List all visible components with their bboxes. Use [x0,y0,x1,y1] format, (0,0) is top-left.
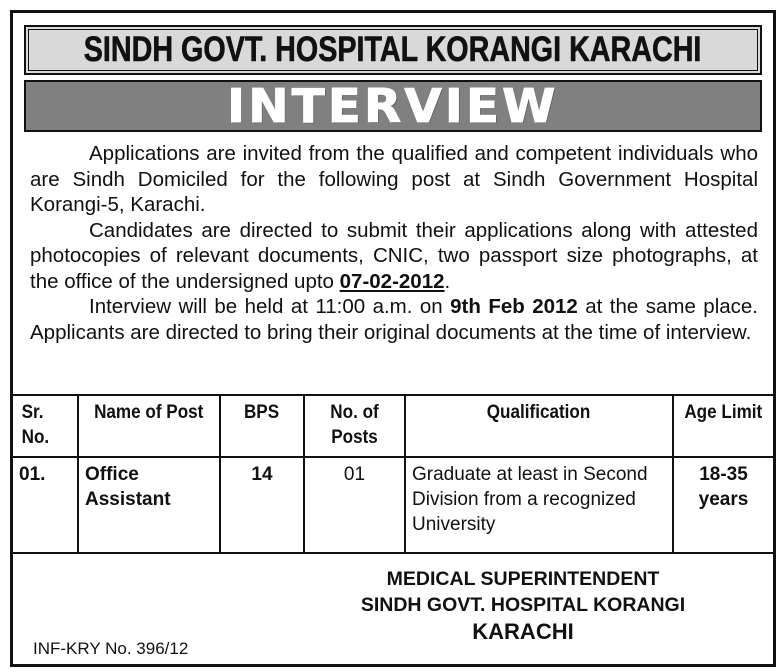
interview-date: 9th Feb 2012 [450,295,578,318]
signature-block [303,566,743,646]
header-post-name: Name of Post [78,395,220,457]
header-no-of-posts: No. of Posts [304,395,405,457]
banner-text: INTERVIEW [227,79,559,133]
signature-designation: MEDICAL SUPERINTENDENT [386,568,660,590]
cell-post-name: Office Assistant [78,457,220,553]
paragraph-interview [30,294,758,345]
interview-banner [24,80,762,132]
body-text [30,141,758,345]
cell-bps: 14 [220,457,304,553]
page-title: SINDH GOVT. HOSPITAL KORANGI KARACHI [84,30,702,69]
header-bps: BPS [220,395,304,457]
signature-organization: SINDH GOVT. HOSPITAL KORANGI [360,594,686,616]
header-qualification: Qualification [405,395,673,457]
cell-sr-no: 01. [13,457,78,553]
posts-table [13,394,773,554]
header-sr-no: Sr. No. [13,395,78,457]
paragraph-submission [30,218,758,295]
table-header-row [13,395,773,457]
advertisement-frame [10,10,776,667]
cell-qualification: Graduate at least in Second Division from a recognized University [405,457,673,553]
interview-text: Interview will be held at 11:00 a.m. on [89,295,451,318]
paragraph-invitation: Applications are invited from the qualified and competent individuals who are Sindh Domiciled for the following post at Sindh Government Hospital Korangi-5, Karachi. [30,142,758,216]
title-box [24,25,762,75]
signature-city: KARACHI [472,619,574,644]
cell-age-limit: 18-35 years [673,457,773,553]
header-age-limit: Age Limit [673,395,773,457]
interview-text-end: at the same place. Applicants are directed to bring their original documents at the time of interview. [30,295,758,344]
deadline-date: 07-02-2012 [339,269,445,293]
submission-end: . [444,269,451,293]
table-row [13,457,773,553]
reference-number: INF-KRY No. 396/12 [33,639,189,658]
submission-text: Candidates are directed to submit their applications along with attested photocopies of relevant documents, CNIC, two passport size photographs, at the office of the undersigned upto [30,218,758,293]
cell-no-of-posts: 01 [304,457,405,553]
